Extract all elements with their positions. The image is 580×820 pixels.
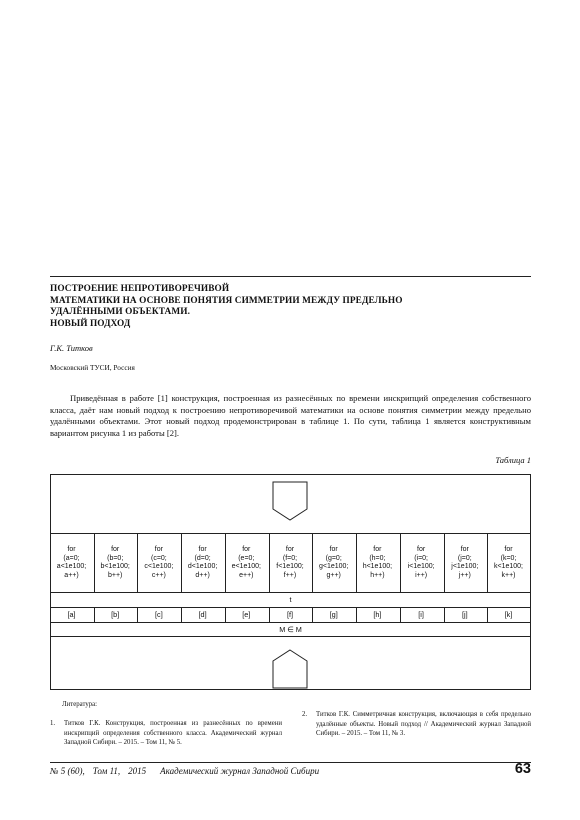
loop-keyword: for: [460, 546, 469, 553]
loop-increment: a++): [64, 571, 79, 579]
loop-init: (j=0;: [457, 554, 472, 562]
label-cell-h: [h]: [373, 610, 382, 619]
title-line: ПОСТРОЕНИЕ НЕПРОТИВОРЕЧИВОЙ: [50, 284, 230, 294]
loop-keyword: for: [373, 546, 382, 553]
loop-cell-f: [269, 546, 312, 580]
page-number: 63: [514, 761, 531, 777]
loop-condition: e<1e100;: [231, 563, 261, 571]
reference-number: 1.: [50, 720, 56, 727]
membership-row: M ∈ M: [279, 625, 302, 634]
reference-number: 2.: [302, 711, 308, 718]
title-line: НОВЫЙ ПОДХОД: [50, 318, 131, 329]
loop-cell-h: [356, 546, 399, 580]
loop-init: (k=0;: [500, 554, 517, 562]
loop-cell-e: [225, 546, 268, 580]
loop-increment: h++): [370, 571, 385, 579]
loop-keyword: for: [154, 546, 163, 553]
loop-keyword: for: [242, 546, 251, 553]
label-cell-c: [c]: [155, 610, 163, 619]
author: Г.К. Титков: [50, 343, 93, 353]
loop-keyword: for: [67, 546, 76, 553]
loop-increment: d++): [195, 571, 210, 579]
loop-init: (a=0;: [63, 554, 80, 562]
table-1: [50, 474, 531, 690]
table-rule: [50, 636, 531, 637]
loop-condition: i<1e100;: [407, 563, 435, 571]
loop-cell-g: [312, 546, 355, 580]
footer-journal: Академический журнал Западной Сибири: [160, 766, 320, 776]
label-cell-k: [k]: [504, 610, 513, 619]
loop-init: (c=0;: [151, 554, 167, 562]
loop-condition: f<1e100;: [276, 563, 304, 571]
loop-keyword: for: [198, 546, 207, 553]
loop-condition: b<1e100;: [100, 563, 130, 571]
reference-item: [302, 710, 531, 739]
loop-keyword: for: [504, 546, 513, 553]
loop-init: (i=0;: [414, 554, 428, 562]
loop-increment: g++): [326, 571, 341, 579]
loop-condition: c<1e100;: [144, 563, 174, 571]
label-cell-j: [j]: [461, 610, 468, 619]
article-title: [50, 284, 520, 330]
footer: [50, 766, 327, 776]
footer-issue: № 5 (60),: [50, 766, 85, 776]
loop-increment: c++): [151, 571, 166, 579]
loop-init: (d=0;: [194, 554, 211, 562]
loop-init: (h=0;: [369, 554, 386, 562]
table-rule: [50, 592, 531, 593]
label-cell-f: [f]: [286, 610, 294, 619]
pentagon-down-icon: [272, 481, 308, 521]
table-rule: [50, 533, 531, 534]
reference-text: Титков Г.К. Симметричная конструкция, включающая в себя предельно удалённые объекты. Новый подход // Академический журнал Западной Сибири. – 2015. – Том 11, № 3.: [316, 711, 531, 738]
reference-item: [50, 719, 282, 748]
loop-condition: k<1e100;: [494, 563, 523, 571]
affiliation: Московский ТУСИ, Россия: [50, 363, 135, 372]
loop-init: (g=0;: [325, 554, 342, 562]
references-heading: Литература:: [62, 701, 98, 708]
footer-year: 2015: [128, 766, 147, 776]
label-cell-a: [a]: [67, 610, 76, 619]
loop-condition: h<1e100;: [362, 563, 393, 571]
top-rule: [50, 276, 531, 277]
loop-cell-a: [50, 546, 93, 580]
label-cell-i: [i]: [418, 610, 424, 619]
loop-keyword: for: [329, 546, 338, 553]
table-caption: Таблица 1: [495, 455, 531, 465]
time-axis-label: t: [289, 595, 292, 604]
loop-cell-k: [487, 546, 530, 580]
title-line: МАТЕМАТИКИ НА ОСНОВЕ ПОНЯТИЯ СИММЕТРИИ МЕЖДУ ПРЕДЕЛЬНО: [50, 295, 403, 306]
label-cell-e: [e]: [242, 610, 251, 619]
table-rule: [50, 607, 531, 608]
loop-keyword: for: [417, 546, 426, 553]
loop-init: (b=0;: [107, 554, 124, 562]
loop-cell-j: [443, 546, 486, 580]
loop-keyword: for: [285, 546, 295, 553]
loop-increment: f++): [283, 571, 297, 579]
loop-condition: g<1e100;: [318, 563, 349, 571]
table-rule: [50, 622, 531, 623]
loop-cell-c: [137, 546, 180, 580]
reference-text: Титков Г.К. Конструкция, построенная из разнесённых по времени инскрипций определения собственного класса. Академический журнал Западной Сибири. – 2015. – Том 11, № 5.: [64, 720, 282, 747]
label-cell-g: [g]: [329, 610, 338, 619]
loop-increment: b++): [107, 571, 123, 579]
loop-init: (f=0;: [282, 554, 298, 562]
loop-condition: d<1e100;: [187, 563, 218, 571]
loop-increment: j++): [458, 571, 471, 579]
loop-increment: e++): [239, 571, 254, 579]
label-cell-d: [d]: [198, 610, 207, 619]
loop-condition: j<1e100;: [451, 563, 479, 571]
loop-cell-b: [94, 546, 137, 580]
loop-increment: k++): [501, 571, 516, 579]
title-line: УДАЛЁННЫМИ ОБЪЕКТАМИ.: [50, 307, 191, 318]
loop-increment: i++): [415, 571, 428, 579]
loop-init: (e=0;: [238, 554, 255, 562]
footer-rule: [50, 762, 531, 763]
abstract-paragraph: Приведённая в работе [1] конструкция, построенная из разнесённых по времени инскрипций определения собственного класса, даёт нам новый подход к построению непротиворечивой математики на основе понятия симметрии между предельно удалёнными объектами. Этот новый подход продемонстрирован в таблице 1. По сути, таблица 1 является конструктивным вариантом рисунка 1 из работы [2].: [50, 393, 531, 439]
footer-volume: Том 11,: [92, 766, 121, 776]
pentagon-up-icon: [272, 649, 308, 689]
loop-cell-d: [181, 546, 224, 580]
loop-cell-i: [400, 546, 443, 580]
loop-keyword: for: [111, 546, 120, 553]
loop-condition: a<1e100;: [56, 563, 87, 571]
label-cell-b: [b]: [111, 610, 120, 619]
